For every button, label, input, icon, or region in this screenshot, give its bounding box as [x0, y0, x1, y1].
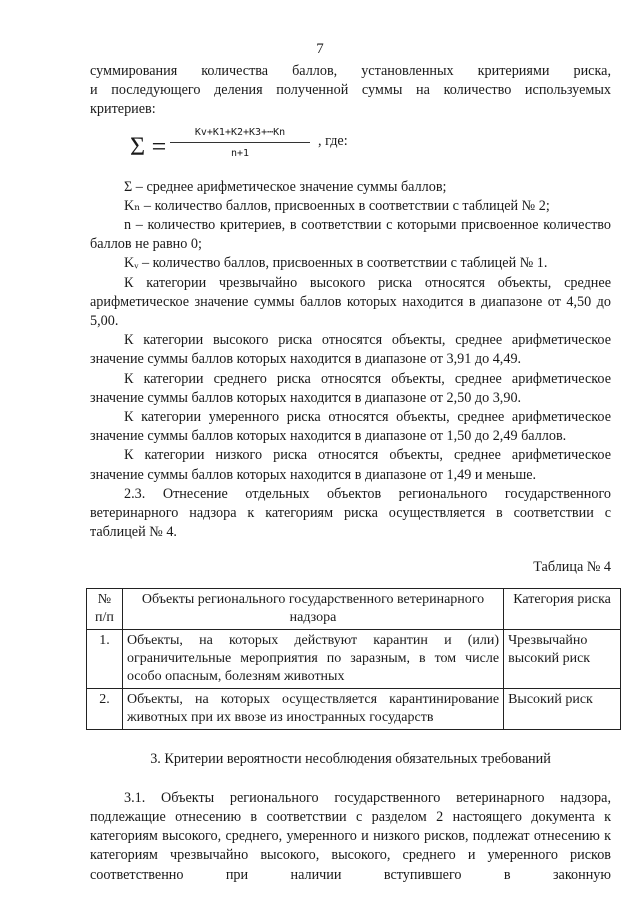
row-number: 2. [87, 688, 123, 729]
table-row [87, 629, 621, 688]
formula-denominator: n+1 [230, 147, 250, 159]
section-3-title: 3. Критерии вероятности несоблюдения обязательных требований [150, 750, 551, 767]
page-number: 7 [316, 41, 324, 57]
table-header-row [87, 588, 621, 629]
clause-2-3: 2.3. Отнесение отдельных объектов регионального государственного ветеринарного надзора к категориям риска осуществляется в соответствии с таблицей № 4. [90, 485, 611, 541]
formula-fraction [170, 126, 310, 161]
intro-line-1: суммирования количества баллов, установленных критериями риска, [90, 63, 611, 79]
row-object: Объекты, на которых действуют карантин и (или) ограничительные мероприятия по заразным, в том числе особо опасным, болезням животных [122, 629, 503, 688]
definition-n: n – количество критериев, в соответствии с которыми присвоенное количество баллов не равно 0; [90, 217, 611, 253]
category-extremely-high: К категории чрезвычайно высокого риска относятся объекты, среднее арифметическое значение суммы баллов которых находится в диапазоне от 4,50 до 5,00. [90, 274, 611, 330]
risk-category-table [86, 588, 621, 730]
table-caption: Таблица № 4 [533, 559, 611, 576]
average-score-formula [90, 124, 611, 172]
category-moderate: К категории умеренного риска относятся объекты, среднее арифметическое значение суммы баллов которых находится в диапазоне от 1,50 до 2,49 баллов. [90, 409, 611, 445]
definition-kn: Kₙ – количество баллов, присвоенных в соответствии с таблицей № 2; [124, 197, 550, 214]
table-row [87, 688, 621, 729]
header-category: Категория риска [504, 588, 621, 629]
header-objects: Объекты регионального государственного ветеринарного надзора [122, 588, 503, 629]
intro-line-2: и последующего деления полученной суммы на количество используемых [90, 82, 611, 99]
row-category: Высокий риск [504, 688, 621, 729]
row-number: 1. [87, 629, 123, 688]
formula-sigma: Σ = [130, 131, 167, 161]
category-medium: К категории среднего риска относятся объекты, среднее арифметическое значение суммы баллов которых находится в диапазоне от 2,50 до 3,90. [90, 370, 611, 406]
category-low: К категории низкого риска относятся объекты, среднее арифметическое значение суммы баллов которых находится в диапазоне от 1,49 и меньше. [90, 447, 611, 483]
row-object: Объекты, на которых осуществляется карантинирование животных при их ввозе из иностранных государств [122, 688, 503, 729]
formula-numerator: Kv+K1+K2+K3+⋯Kn [170, 126, 310, 143]
category-high: К категории высокого риска относятся объекты, среднее арифметическое значение суммы баллов которых находится в диапазоне от 3,91 до 4,49. [90, 332, 611, 368]
row-category: Чрезвычайно высокий риск [504, 629, 621, 688]
formula-suffix: , где: [318, 132, 348, 149]
intro-line-3: критериев: [90, 101, 156, 118]
definition-sigma: Σ – среднее арифметическое значение суммы баллов; [124, 178, 447, 195]
definition-kv: Kᵥ – количество баллов, присвоенных в соответствии с таблицей № 1. [124, 255, 548, 272]
header-number: № п/п [87, 588, 123, 629]
page-body [90, 62, 611, 885]
clause-3-1: 3.1. Объекты регионального государственного ветеринарного надзора, подлежащие отнесению в соответствии с разделом 2 настоящего документа к категориям высокого, среднего, умеренного и низкого рисков, подлежат отнесению к категориям чрезвычайно высокого, высокого, среднего и умеренного рисков соответственно при наличии вступившего в законную [90, 789, 611, 883]
